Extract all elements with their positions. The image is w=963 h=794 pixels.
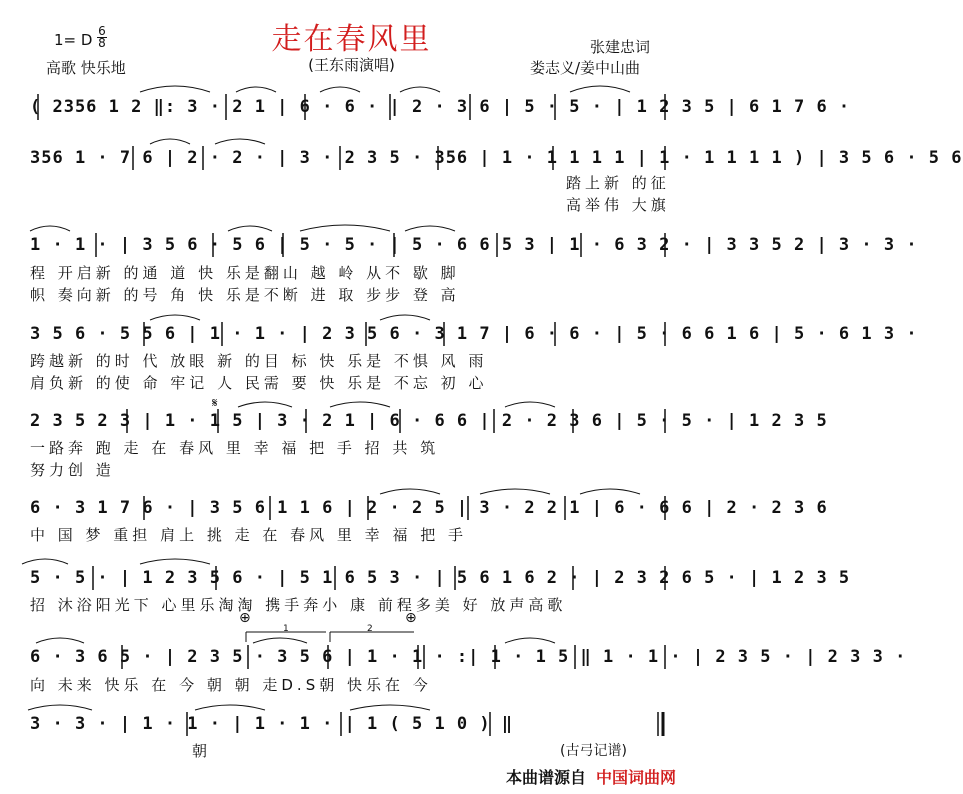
composer-credit: 娄志义/姜中山曲 [530,59,641,77]
time-signature [97,26,107,49]
lyric-line-5b: 努力创 造 [30,461,115,479]
lyric-line-7a: 招 沐浴阳光下 心里乐淘淘 携手奔小 康 前程多美 好 放声高歌 [30,596,567,614]
segno-sign: 𝄋 [212,396,218,411]
score-line-9: 3 · 3 · | 1 · 1 · | 1 · 1 · | 1 ( 5 1 0 ) ‖ [30,714,514,734]
score-line-2: 356 1 · 7 6 | 2 · 2 · | 3 · 2 3 5 · 356 | 1 · 1 1 1 1 | 1 · 1 1 1 1 ) | 3 5 6 · 5 6 [30,148,963,168]
score-line-8: 6 · 3 6 5 · | 2 3 5 · 3 5 6 | 1 · 1 · :| 1 · 1 5 ‖ 1 · 1 · | 2 3 5 · | 2 3 3 · [30,647,907,667]
tempo-style: 高歌 快乐地 [46,59,126,77]
song-title: 走在春风里 [271,22,432,57]
lyric-line-8a: 向 未来 快乐 在 今 朝 朝 走D.S朝 快乐在 今 [30,676,432,694]
volta-1-label: 1 [283,624,289,634]
coda-sign-left: ⊕ [239,610,251,626]
lyric-line-2b: 高举伟 大旗 [566,196,670,214]
score-line-5: 2 3 5 2 3 | 1 · 1 5 | 3 · 2 1 | 6 · 6 6 | 2 · 2 3 6 | 5 · 5 · | 1 2 3 5 [30,411,828,431]
lyric-line-3a: 程 开启新 的通 道 快 乐是翻山 越 岭 从不 歇 脚 [30,264,460,282]
lyric-line-6a: 中 国 梦 重担 肩上 挑 走 在 春风 里 幸 福 把 手 [30,526,467,544]
lyric-line-4a: 跨越新 的时 代 放眼 新 的目 标 快 乐是 不惧 风 雨 [30,352,488,370]
score-line-1: ( 2356 1 2 ‖: 3 · 2 1 | 6 · 6 · | 2 · 3 6 | 5 · 5 · | 1 2 3 5 | 6 1 7 6 · [30,97,851,117]
time-signature-top: 6 [98,24,106,38]
coda-sign-right: ⊕ [405,610,417,626]
notation-credit: (古弓记谱) [560,743,627,759]
lyric-line-3b: 帜 奏向新 的号 角 快 乐是不断 进 取 步步 登 高 [30,286,460,304]
source-label: 本曲谱源自 [506,768,587,787]
lyric-line-9a: 朝 [192,742,212,760]
score-line-6: 6 · 3 1 7 6 · | 3 5 6 1 1 6 | 2 · 2 5 | 3 · 2 2 1 | 6 · 6 6 | 2 · 2 3 6 [30,498,828,518]
time-signature-bottom: 8 [98,36,106,50]
score-line-4: 3 5 6 · 5 5 6 | 1 · 1 · | 2 3 5 6 · 3 1 7 | 6 · 6 · | 5 · 6 6 1 6 | 5 · 6 1 3 · [30,324,918,344]
performer-subtitle: (王东雨演唱) [308,56,395,74]
lyric-line-2a: 踏上新 的征 [566,174,670,192]
key-signature: 1= D [54,31,93,49]
score-line-7: 5 · 5 · | 1 2 3 5 6 · | 5 1 6 5 3 · | 5 6 1 6 2 · | 2 3 2 6 5 · | 1 2 3 5 [30,568,851,588]
lyric-line-4b: 肩负新 的使 命 牢记 人 民需 要 快 乐是 不忘 初 心 [30,374,488,392]
volta-2-label: 2 [367,624,373,634]
site-name-link[interactable]: 中国词曲网 [596,768,677,787]
lyricist-credit: 张建忠词 [590,38,651,56]
score-line-3: 1 · 1 · | 3 5 6 · 5 6 | 5 · 5 · | 5 · 6 6 5 3 | 1 · 6 3 2 · | 3 3 5 2 | 3 · 3 · [30,235,918,255]
lyric-line-5a: 一路奔 跑 走 在 春风 里 幸 福 把 手 招 共 筑 [30,439,440,457]
